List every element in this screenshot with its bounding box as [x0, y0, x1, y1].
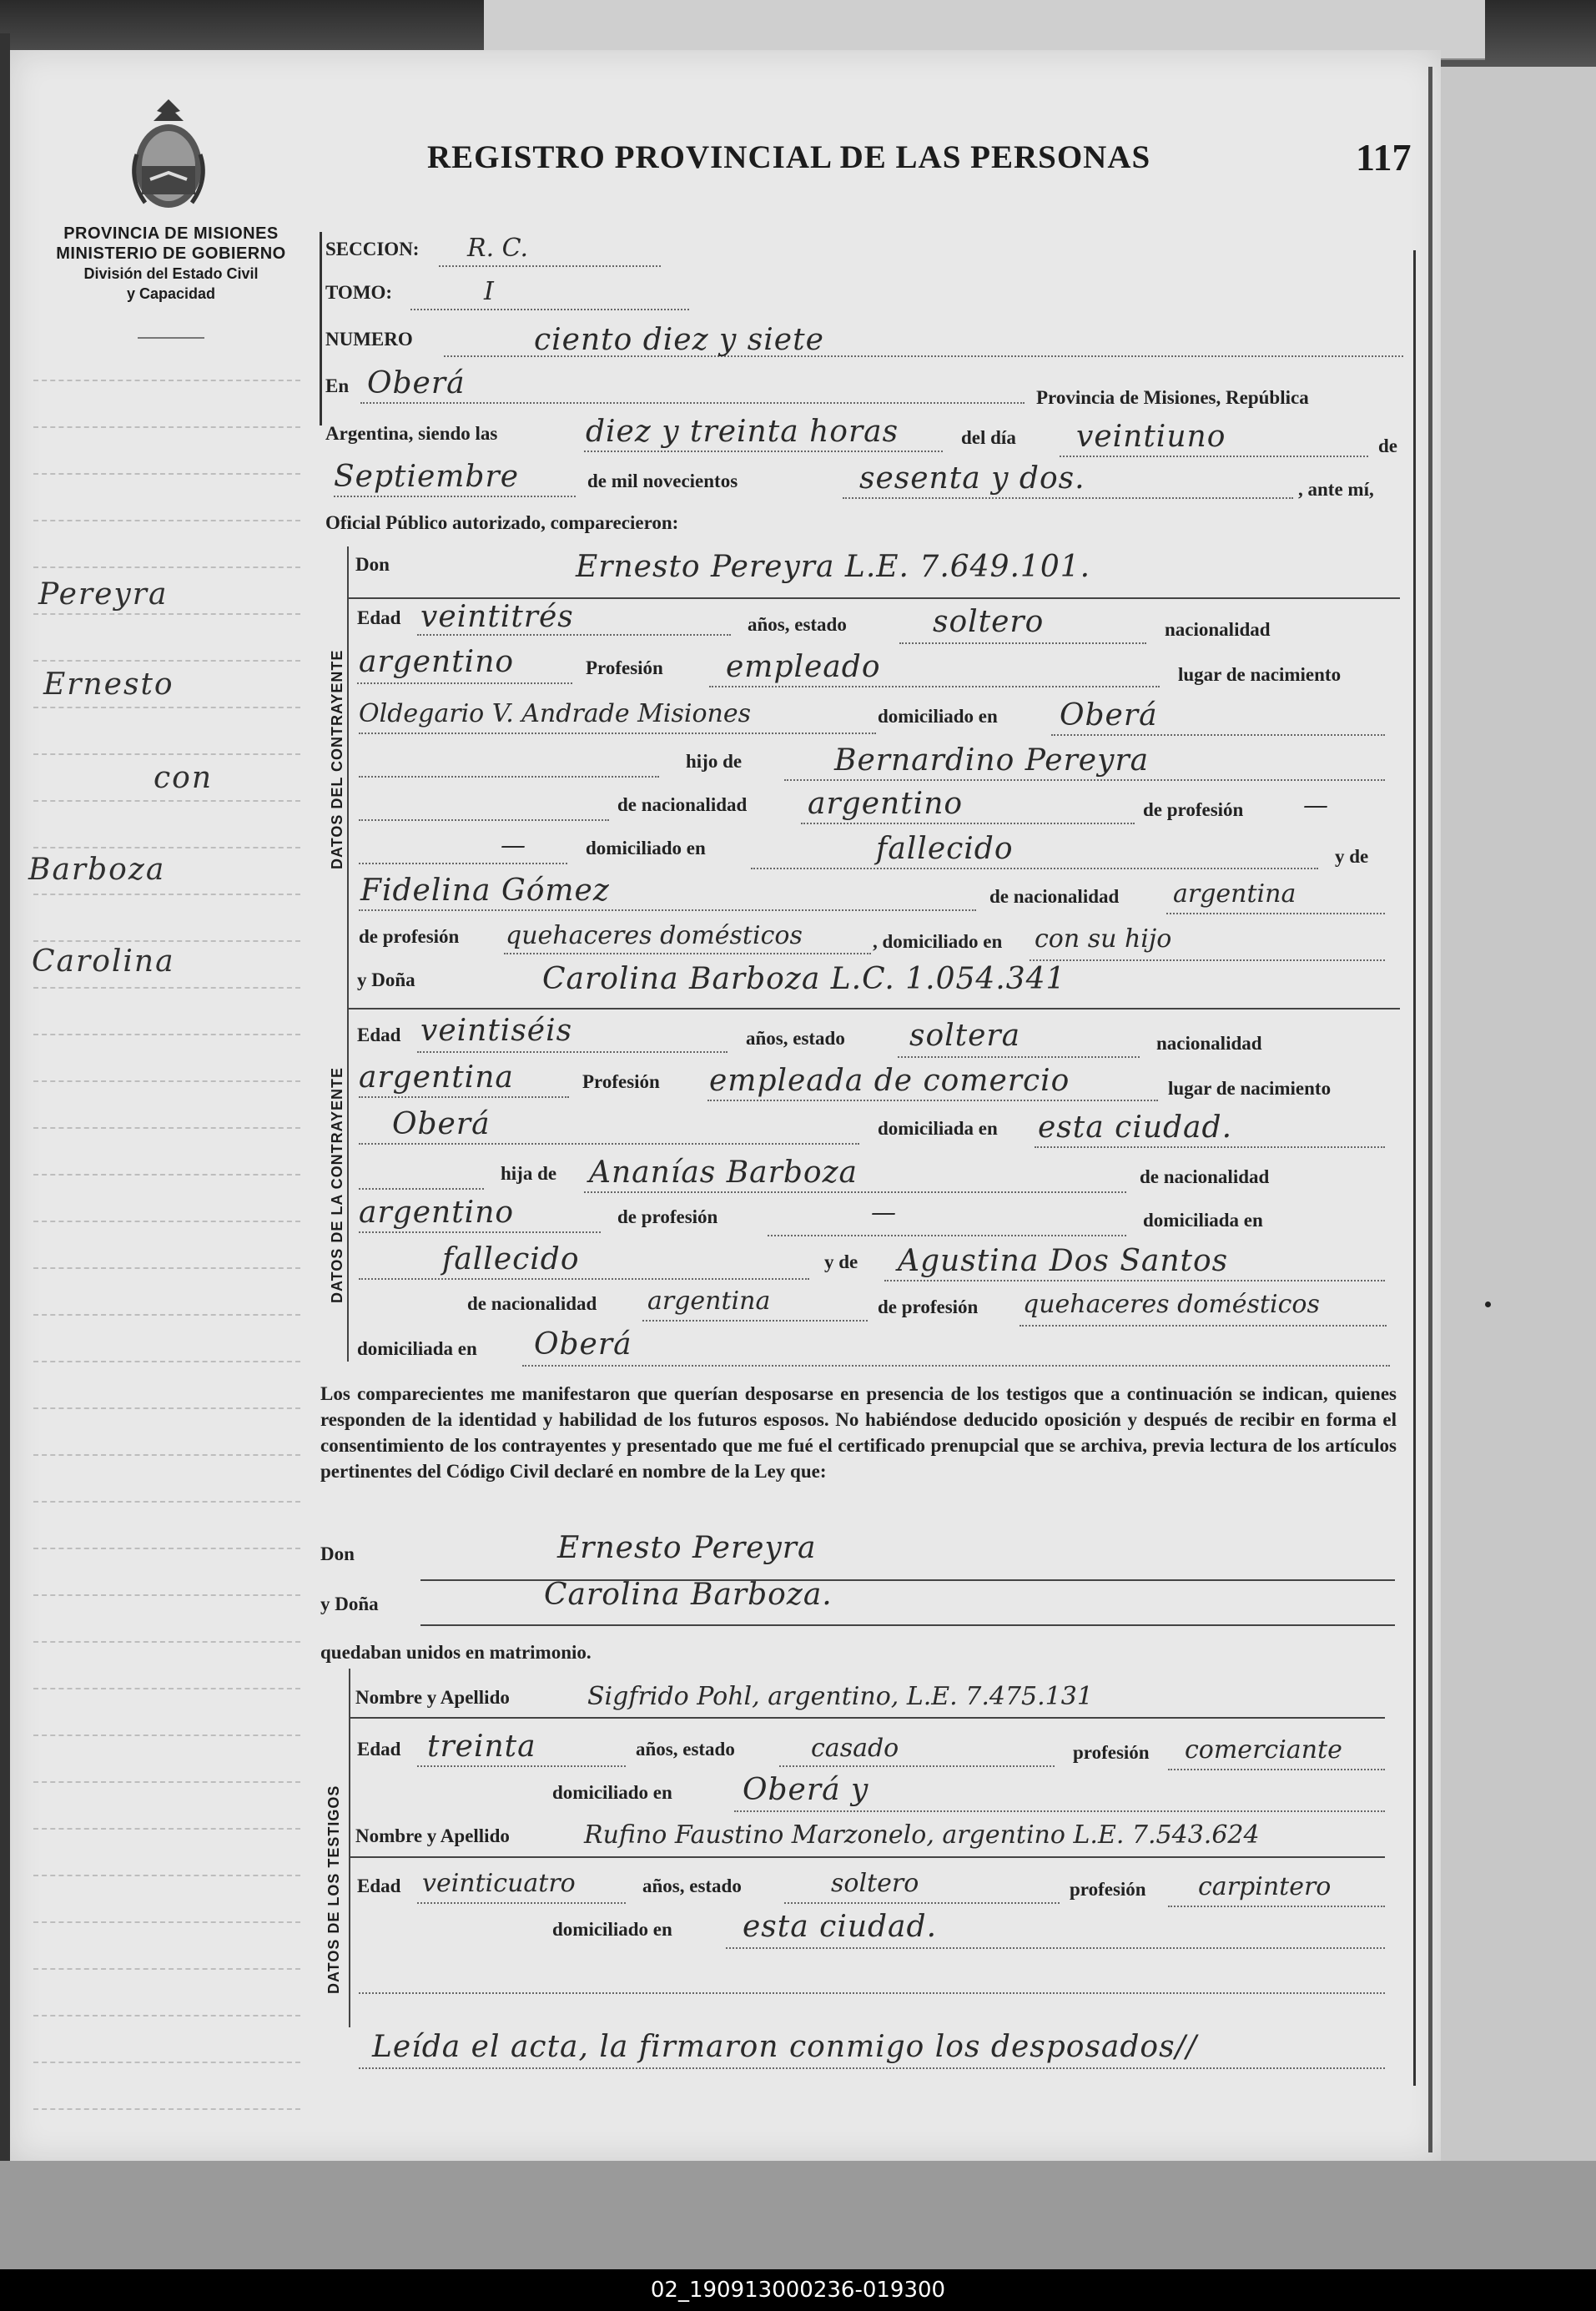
margin-rule: [33, 520, 300, 521]
bride-madre-nac-value: argentina: [647, 1286, 771, 1316]
numero-value: ciento diez y siete: [534, 323, 824, 357]
margin-note: Barboza: [28, 853, 166, 887]
scan-background-bottom: [0, 2161, 1596, 2269]
groom-padre-dom-line: [751, 868, 1318, 869]
groom-bracket: [347, 546, 349, 980]
bride-madre-prof-label: de profesión: [878, 1296, 979, 1317]
bride-madre-nac-label: de nacionalidad: [467, 1293, 597, 1314]
groom-madre-value: Fidelina Gómez: [360, 874, 610, 908]
groom-madre-dom-value: con su hijo: [1035, 924, 1172, 954]
scan-background-right: [1439, 67, 1596, 2228]
groom-blank-line: [359, 776, 659, 778]
w1-edad-value: treinta: [427, 1729, 536, 1764]
decl-dona-value: Carolina Barboza.: [544, 1578, 833, 1612]
bride-padre-value: Ananías Barboza: [589, 1156, 858, 1190]
mes-value: Septiembre: [334, 460, 519, 494]
w2-estado-value: soltero: [831, 1869, 919, 1898]
groom-padre-nac-label: de nacionalidad: [617, 794, 748, 815]
bride-lugar-label: lugar de nacimiento: [1168, 1078, 1332, 1099]
groom-edad-label: Edad: [357, 607, 401, 628]
bride-estado-value: soltera: [909, 1019, 1021, 1053]
w1-profesion-value: comerciante: [1185, 1735, 1342, 1765]
groom-lugar-label: lugar de nacimiento: [1178, 664, 1342, 685]
decl-don-value: Ernesto Pereyra: [557, 1531, 817, 1565]
bride-domiciliada-label: domiciliada en: [878, 1118, 998, 1139]
mil-label: de mil novecientos: [587, 471, 738, 491]
w1-estado-value: casado: [811, 1734, 899, 1763]
groom-nacionalidad-label: nacionalidad: [1165, 619, 1271, 640]
groom-estado-line: [899, 642, 1146, 644]
bride-domicilio-value: esta ciudad.: [1038, 1110, 1233, 1145]
bride-prof-line: [707, 1100, 1158, 1101]
margin-rule: [33, 1735, 300, 1736]
groom-padre-nac-value: argentino: [808, 787, 964, 821]
margin-note: Carolina: [32, 944, 175, 979]
witness-section-label: DATOS DE LOS TESTIGOS: [325, 1785, 342, 1994]
ante-label: , ante mí,: [1298, 479, 1374, 500]
groom-anios-label: años, estado: [748, 614, 847, 635]
bride-edad-value: veintiséis: [420, 1014, 573, 1048]
scan-identifier: 02_190913000236-019300: [0, 2269, 1596, 2311]
seccion-line: [439, 265, 661, 267]
margin-rule: [33, 380, 300, 381]
w1-nombre-value: Sigfrido Pohl, argentino, L.E. 7.475.131: [587, 1682, 1093, 1711]
bride-padre-dom-label: domiciliada en: [1143, 1210, 1263, 1231]
groom-padre-dom-pre-line: [359, 863, 567, 864]
margin-rule: [33, 987, 300, 989]
groom-profesion-value: empleado: [726, 650, 881, 684]
margin-rule: [33, 847, 300, 848]
bride-madre-value: Agustina Dos Santos: [898, 1244, 1229, 1278]
margin-rule: [33, 2108, 300, 2110]
bride-lugar-value: Oberá: [392, 1107, 491, 1141]
bride-blank-line: [359, 1188, 484, 1190]
margin-rule: [33, 1174, 300, 1176]
groom-padre-prof-value: —: [1303, 791, 1328, 820]
margin-rule: [33, 473, 300, 475]
groom-hijo-label: hijo de: [686, 751, 743, 772]
margin-rule: [33, 1314, 300, 1316]
groom-lugar-line: [359, 733, 876, 734]
groom-madre-nac-label: de nacionalidad: [989, 886, 1120, 907]
w2-edad-line: [417, 1902, 626, 1904]
bride-bracket: [347, 968, 349, 1362]
bride-dom-line: [1035, 1146, 1385, 1148]
groom-madre-dom-label: , domiciliado en: [873, 931, 1003, 952]
groom-madre-nac-value: argentina: [1173, 879, 1296, 909]
bride-padre-prof-value: —: [871, 1198, 896, 1227]
margin-rule: [33, 800, 300, 802]
groom-madre-prof-value: quehaceres domésticos: [506, 921, 803, 950]
margin-rule: [33, 1407, 300, 1409]
margin-rule: [33, 1875, 300, 1876]
argentina-text: Argentina, siendo las: [325, 423, 498, 444]
bride-padre-line: [584, 1191, 1126, 1193]
bride-name-rule: [347, 1008, 1400, 1009]
office-division: División del Estado Civil: [83, 265, 259, 282]
form-right-border: [1413, 250, 1416, 2086]
bride-madre-nac-line: [642, 1320, 868, 1322]
groom-profesion-label: Profesión: [586, 657, 663, 678]
w2-dom-label: domiciliado en: [552, 1919, 672, 1940]
bride-profesion-value: empleada de comercio: [709, 1064, 1070, 1098]
w1-anios-label: años, estado: [636, 1739, 735, 1760]
tomo-label: TOMO:: [325, 282, 393, 303]
w2-profesion-value: carpintero: [1198, 1872, 1332, 1901]
coat-of-arms-icon: [125, 96, 212, 213]
page-edge: [1428, 67, 1432, 2152]
groom-dom-line: [1051, 734, 1385, 736]
margin-rule: [33, 1594, 300, 1596]
groom-padre-value: Bernardino Pereyra: [834, 743, 1150, 778]
margin-rule: [33, 613, 300, 615]
w1-profesion-label: profesión: [1073, 1742, 1150, 1763]
margin-rule: [33, 1361, 300, 1362]
w1-dom-line: [734, 1810, 1385, 1812]
margin-rule: [33, 1221, 300, 1222]
bride-padre-prof-label: de profesión: [617, 1206, 718, 1227]
margin-rule: [33, 1688, 300, 1689]
closing-line: [359, 2067, 1385, 2069]
closing-note: Leída el acta, la firmaron conmigo los desposados//: [372, 2030, 1197, 2064]
bride-madre-dom-label: domiciliada en: [357, 1338, 477, 1359]
bride-madre-prof-value: quehaceres domésticos: [1023, 1290, 1320, 1319]
dia-value: veintiuno: [1076, 420, 1226, 454]
w2-dom-value: esta ciudad.: [743, 1910, 938, 1944]
w1-prof-line: [1168, 1769, 1385, 1770]
margin-rule: [33, 1968, 300, 1970]
margin-note: Ernesto: [43, 667, 174, 702]
bride-anios-label: años, estado: [746, 1028, 845, 1049]
w1-dom-label: domiciliado en: [552, 1782, 672, 1803]
w1-nombre-label: Nombre y Apellido: [355, 1687, 510, 1708]
decl-closing: quedaban unidos en matrimonio.: [320, 1642, 592, 1663]
bride-madre-line: [884, 1280, 1385, 1281]
tomo-value: I: [484, 277, 494, 306]
ink-speck: [1485, 1302, 1491, 1307]
groom-blank-line-2: [359, 819, 609, 821]
groom-nac-line: [357, 682, 572, 684]
groom-lugar-value: Oldegario V. Andrade Misiones: [359, 699, 752, 728]
bride-name: Carolina Barboza L.C. 1.054.341: [542, 962, 1066, 996]
en-value: Oberá: [367, 366, 466, 400]
groom-nacionalidad-value: argentino: [359, 645, 515, 679]
hora-line: [584, 451, 943, 452]
margin-rule: [33, 2062, 300, 2063]
groom-madre-line: [359, 909, 976, 911]
bride-nacionalidad-label: nacionalidad: [1156, 1033, 1262, 1054]
margin-rule: [33, 1828, 300, 1830]
scan-background-left: [0, 33, 10, 2228]
margin-rule: [33, 2015, 300, 2016]
w2-edad-label: Edad: [357, 1875, 401, 1896]
w2-profesion-label: profesión: [1070, 1879, 1146, 1900]
groom-estado-value: soltero: [933, 605, 1045, 639]
register-title: REGISTRO PROVINCIAL DE LAS PERSONAS: [427, 139, 1151, 175]
bride-padre-dom-line: [359, 1278, 809, 1280]
tomo-line: [410, 309, 689, 310]
w1-edad-line: [417, 1765, 626, 1767]
bride-padre-nac-line: [359, 1231, 601, 1233]
margin-rule: [33, 1454, 300, 1456]
groom-edad-value: veintitrés: [420, 600, 574, 634]
decl-don-label: Don: [320, 1543, 355, 1564]
groom-madre-dom-line: [1030, 959, 1385, 961]
bride-nac-line: [359, 1096, 569, 1098]
bride-padre-nac-label: de nacionalidad: [1140, 1166, 1270, 1187]
form-left-border: [320, 232, 322, 425]
office-heading: [33, 224, 309, 304]
groom-madre-prof-label: de profesión: [359, 926, 460, 947]
groom-madre-nac-line: [1166, 913, 1385, 914]
w1-edad-label: Edad: [357, 1739, 401, 1760]
bride-padre-dom-value: fallecido: [442, 1242, 580, 1276]
bride-padre-prof-line: [768, 1235, 1126, 1236]
anio-value: sesenta y dos.: [859, 461, 1085, 496]
declaration-text: Los comparecientes me manifestaron que querían desposarse en presencia de los testigos que a continuación se indican, quienes responden de la identidad y habilidad de los futuros esposos. No habiéndose deducido oposición y después de recibir en forma el consentimiento de los contrayentes y presentado que me fué el certificado prenupcial que se archiva, previa lectura de los artículos pertinentes del Código Civil declaré en nombre de la Ley que:: [320, 1383, 1397, 1482]
groom-padre-prof-label: de profesión: [1143, 799, 1244, 820]
bride-edad-label: Edad: [357, 1025, 401, 1045]
groom-padre-dom-value: fallecido: [876, 832, 1014, 866]
bride-estado-line: [898, 1056, 1140, 1058]
groom-name: Ernesto Pereyra L.E. 7.649.101.: [576, 550, 1091, 584]
margin-rule: [33, 894, 300, 895]
w1-estado-line: [779, 1765, 1055, 1767]
margin-rule: [33, 1080, 300, 1082]
witness2-name-rule: [349, 1856, 1385, 1858]
groom-domiciliado-label: domiciliado en: [878, 706, 998, 727]
witness1-name-rule: [349, 1717, 1385, 1719]
decl-dona-rule: [420, 1624, 1395, 1626]
seccion-value: R. C.: [467, 234, 529, 263]
margin-note: con: [154, 761, 214, 795]
w2-anios-label: años, estado: [642, 1875, 742, 1896]
w2-nombre-label: Nombre y Apellido: [355, 1825, 510, 1846]
groom-padre-nac-line: [801, 823, 1135, 824]
office-ministry: MINISTERIO DE GOBIERNO: [56, 244, 286, 263]
bride-lugar-line: [359, 1143, 859, 1145]
bride-profesion-label: Profesión: [582, 1071, 660, 1092]
office-province: PROVINCIA DE MISIONES: [63, 224, 279, 243]
bride-madre-dom-line: [522, 1365, 1390, 1367]
margin-note: Pereyra: [38, 577, 169, 612]
en-label: En: [325, 375, 350, 396]
groom-padre-dash: —: [501, 831, 526, 860]
bride-padre-nac-value: argentino: [359, 1196, 515, 1230]
bride-madre-dom-value: Oberá: [534, 1327, 632, 1362]
groom-padre-dom-label: domiciliado en: [586, 838, 706, 858]
margin-rule: [33, 1127, 300, 1129]
witness-bracket: [349, 1669, 350, 2027]
w2-dom-line: [726, 1947, 1385, 1949]
groom-prof-line: [709, 686, 1160, 687]
provincia-text: Provincia de Misiones, República: [1036, 387, 1309, 408]
blank-ruled-line: [359, 1992, 1385, 1994]
margin-rule: [33, 1641, 300, 1643]
margin-rule: [33, 426, 300, 428]
mes-line: [334, 496, 576, 497]
w2-prof-line: [1168, 1906, 1385, 1907]
margin-rule: [33, 1548, 300, 1549]
bride-edad-line: [417, 1051, 728, 1053]
bride-dona-label: y Doña: [357, 969, 415, 990]
margin-rule: [33, 1501, 300, 1503]
margin-rule: [33, 1781, 300, 1783]
office-capacity: y Capacidad: [126, 285, 216, 302]
page-number: 117: [1356, 136, 1412, 179]
w2-nombre-value: Rufino Faustino Marzonelo, argentino L.E. 7.543.624: [584, 1820, 1260, 1850]
decl-dona-label: y Doña: [320, 1594, 379, 1614]
numero-label: NUMERO: [325, 329, 413, 350]
margin-rule: [33, 753, 300, 755]
w2-edad-value: veinticuatro: [422, 1869, 576, 1898]
groom-y-de-label: y de: [1335, 846, 1369, 867]
groom-domicilio-value: Oberá: [1060, 698, 1158, 733]
margin-rule: [33, 707, 300, 708]
w1-dom-value: Oberá y: [743, 1773, 869, 1807]
bride-nacionalidad-value: argentina: [359, 1060, 514, 1095]
groom-don-label: Don: [355, 554, 390, 575]
anio-line: [843, 497, 1293, 499]
bride-section-label: DATOS DE LA CONTRAYENTE: [329, 1066, 345, 1303]
bride-hija-label: hija de: [501, 1163, 557, 1184]
margin-rule: [33, 566, 300, 568]
oficial-text: Oficial Público autorizado, comparecieron:: [325, 512, 679, 533]
margin-rule: [33, 1034, 300, 1035]
margin-rule: [33, 660, 300, 662]
w2-estado-line: [784, 1902, 1060, 1904]
en-line: [360, 402, 1025, 404]
dia-line: [1060, 456, 1368, 457]
margin-rule: [33, 1267, 300, 1269]
groom-section-label: DATOS DEL CONTRAYENTE: [329, 649, 345, 869]
del-dia-label: del día: [961, 427, 1016, 448]
groom-padre-line: [784, 779, 1385, 781]
bride-madre-prof-line: [1020, 1325, 1387, 1327]
hora-value: diez y treinta horas: [586, 415, 899, 449]
office-underline: [138, 337, 204, 339]
margin-rule: [33, 1921, 300, 1923]
seccion-label: SECCION:: [325, 239, 420, 259]
groom-madre-prof-line: [504, 953, 871, 954]
margin-rule: [33, 940, 300, 942]
de-label: de: [1378, 436, 1397, 456]
bride-y-de-label: y de: [824, 1251, 858, 1272]
